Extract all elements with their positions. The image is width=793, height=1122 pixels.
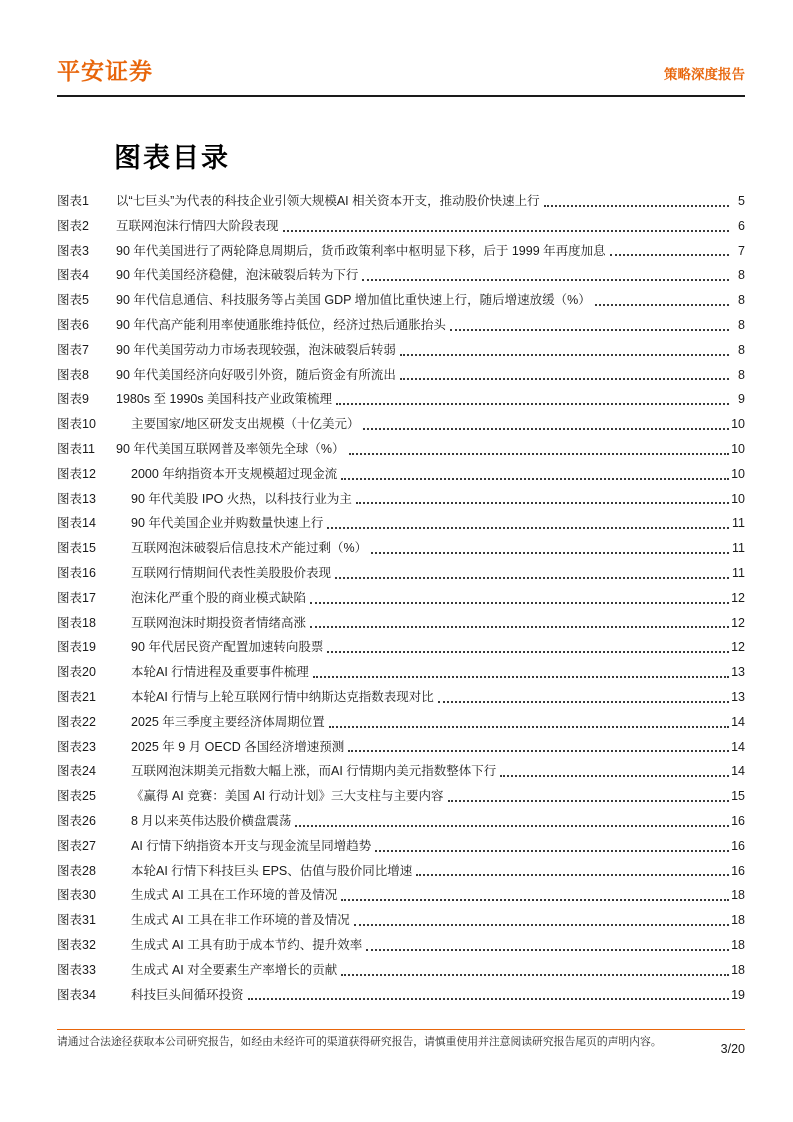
toc-entry-label: 图表1 [57,194,89,208]
toc-entry[interactable] [57,239,745,264]
dot-leader [371,834,731,859]
toc-entry-page: 15 [731,789,745,804]
toc-entry-page: 8 [738,317,745,332]
dot-leader [325,710,731,735]
toc-entry-page: 18 [731,937,745,952]
dot-leader [367,536,731,561]
toc-entry-label: 图表2 [57,218,89,233]
toc-entry[interactable] [57,834,745,859]
pingan-securities-logo: 平安证券 [57,58,153,84]
toc-entry-page: 10 [731,417,745,432]
toc-entry[interactable] [57,363,745,388]
toc-entry-page: 8 [738,342,745,357]
toc-entry-page: 6 [738,218,745,233]
toc-entry-text: 1980s 至 1990s 美国科技产业政策梳理 [116,392,333,407]
dot-leader [323,635,731,660]
dot-leader [434,685,731,710]
header-divider [57,95,745,97]
toc-entry-label: 图表33 [57,962,96,977]
dot-leader [306,586,731,611]
dot-leader [606,239,731,264]
toc-entry[interactable] [57,313,745,338]
toc-entry-text: 90 年代美国劳动力市场表现较强，泡沫破裂后转弱 [116,342,396,357]
toc-entry[interactable] [57,263,745,288]
toc-entry[interactable] [57,536,745,561]
toc-entry[interactable] [57,635,745,660]
toc-entry-label: 图表18 [57,615,96,630]
report-type-label: 策略深度报告 [664,67,745,82]
toc-entry-text: 2025 年三季度主要经济体周期位置 [131,714,325,729]
toc-entry-text: 生成式 AI 对全要素生产率增长的贡献 [131,962,338,977]
toc-entry[interactable] [57,288,745,313]
toc-entry-label: 图表27 [57,838,96,853]
dot-leader [396,338,731,363]
toc-entry-label: 图表19 [57,640,96,655]
toc-entry-text: 本轮AI 行情下科技巨头 EPS、估值与股价同比增速 [131,863,413,878]
toc-entry-label: 图表10 [57,417,96,432]
toc-entry-text: 90 年代美国企业并购数量快速上行 [131,516,324,531]
figure-table-of-contents [57,189,745,1007]
dot-leader [591,288,731,313]
toc-entry-page: 19 [731,987,745,1002]
toc-entry-text: 90 年代美国经济向好吸引外资，随后资金有所流出 [116,367,396,382]
toc-entry-text: 生成式 AI 工具有助于成本节约、提升效率 [131,937,363,952]
toc-entry-text: 2025 年 9 月 OECD 各国经济增速预测 [131,739,345,754]
toc-entry[interactable] [57,859,745,884]
toc-entry-label: 图表34 [57,987,96,1002]
toc-entry-page: 11 [732,541,745,556]
footer-disclaimer: 请通过合法途径获取本公司研究报告，如经由未经许可的渠道获得研究报告，请慎重使用并注意阅读研究报告尾页的声明内容。 [57,1036,662,1048]
dot-leader [306,611,731,636]
toc-entry-page: 10 [731,491,745,506]
toc-entry-label: 图表25 [57,789,96,804]
dot-leader [352,487,731,512]
dot-leader [396,363,731,388]
toc-entry-page: 18 [731,962,745,977]
toc-entry-text: 90 年代高产能利用率使通胀维持低位，经济过热后通胀抬头 [116,317,446,332]
toc-entry-text: AI 行情下纳指资本开支与现金流呈同增趋势 [131,838,372,853]
toc-entry-text: 互联网行情期间代表性美股股价表现 [131,565,332,580]
toc-entry-text: 科技巨头间循环投资 [131,987,244,1002]
toc-entry[interactable] [57,933,745,958]
dot-leader [244,983,731,1008]
toc-entry[interactable] [57,511,745,536]
page-footer [57,1029,745,1056]
toc-entry-page: 18 [731,888,745,903]
toc-entry-label: 图表22 [57,714,96,729]
toc-entry-label: 图表4 [57,268,89,283]
dot-leader [344,735,731,760]
toc-entry[interactable] [57,685,745,710]
dot-leader [332,387,731,412]
toc-entry[interactable] [57,214,745,239]
toc-entry-page: 10 [731,441,745,456]
toc-entry-page: 14 [731,739,745,754]
toc-entry[interactable] [57,983,745,1008]
toc-entry-label: 图表28 [57,863,96,878]
toc-entry[interactable] [57,462,745,487]
toc-entry-text: 互联网泡沫时期投资者情绪高涨 [131,615,307,630]
dot-leader [446,313,731,338]
toc-entry-page: 12 [731,615,745,630]
toc-entry[interactable] [57,561,745,586]
dot-leader [358,263,731,288]
toc-entry-page: 16 [731,863,745,878]
page-number: 3/20 [720,1042,745,1056]
dot-leader [323,511,731,536]
toc-entry-text: 90 年代美国进行了两轮降息周期后，货币政策利率中枢明显下移，后于 1999 年再度加息 [116,243,606,258]
toc-entry-text: 互联网泡沫行情四大阶段表现 [116,218,279,233]
dot-leader [337,883,731,908]
page-title: 图表目录 [114,143,230,173]
toc-entry-page: 7 [738,243,745,258]
page-header [57,58,745,97]
toc-entry[interactable] [57,487,745,512]
toc-entry-label: 图表17 [57,590,96,605]
toc-entry-label: 图表20 [57,665,96,680]
toc-entry-text: 90 年代居民资产配置加速转向股票 [131,640,324,655]
toc-entry-page: 8 [738,293,745,308]
toc-entry-text: 以“七巨头”为代表的科技企业引领大规模AI 相关资本开支，推动股价快速上行 [116,194,540,208]
toc-entry-page: 9 [738,392,745,407]
dot-leader [279,214,731,239]
toc-entry-page: 5 [738,194,745,208]
dot-leader [337,958,731,983]
dot-leader [309,660,731,685]
toc-entry-text: 《赢得 AI 竞赛：美国 AI 行动计划》三大支柱与主要内容 [131,789,444,804]
toc-entry-page: 14 [731,714,745,729]
toc-entry-text: 生成式 AI 工具在非工作环境的普及情况 [131,913,350,928]
toc-entry-label: 图表15 [57,541,96,556]
toc-entry[interactable] [57,883,745,908]
toc-entry-text: 泡沫化严重个股的商业模式缺陷 [131,590,307,605]
toc-entry-page: 13 [731,665,745,680]
toc-entry-label: 图表31 [57,913,96,928]
toc-entry-label: 图表23 [57,739,96,754]
toc-entry[interactable] [57,586,745,611]
toc-entry-text: 90 年代美国互联网普及率领先全球（%） [116,441,345,456]
toc-entry-label: 图表21 [57,689,96,704]
toc-entry[interactable] [57,189,745,214]
dot-leader [331,561,731,586]
dot-leader [345,437,732,462]
toc-entry-page: 8 [738,367,745,382]
toc-entry[interactable] [57,809,745,834]
toc-entry-text: 90 年代信息通信、科技服务等占美国 GDP 增加值比重快速上行，随后增速放缓（%） [116,293,591,308]
toc-entry[interactable] [57,660,745,685]
dot-leader [412,859,731,884]
toc-entry-page: 11 [732,516,745,531]
toc-entry-text: 本轮AI 行情进程及重要事件梳理 [131,665,309,680]
toc-entry-page: 14 [731,764,745,779]
toc-entry-page: 16 [731,838,745,853]
toc-entry[interactable] [57,387,745,412]
dot-leader [359,412,731,437]
toc-entry-page: 10 [731,466,745,481]
toc-entry-text: 90 年代美国经济稳健，泡沫破裂后转为下行 [116,268,359,283]
toc-entry[interactable] [57,611,745,636]
toc-entry-label: 图表30 [57,888,96,903]
toc-entry[interactable] [57,412,745,437]
dot-leader [540,189,731,214]
toc-entry[interactable] [57,710,745,735]
dot-leader [444,784,731,809]
toc-entry-label: 图表16 [57,565,96,580]
toc-entry-label: 图表11 [57,441,95,456]
toc-entry-page: 11 [732,565,745,580]
dot-leader [350,908,731,933]
toc-entry[interactable] [57,759,745,784]
dot-leader [496,759,731,784]
toc-entry-label: 图表26 [57,813,96,828]
toc-entry-text: 2000 年纳指资本开支规模超过现金流 [131,466,338,481]
toc-entry-label: 图表32 [57,937,96,952]
toc-entry[interactable] [57,908,745,933]
toc-entry-page: 12 [731,640,745,655]
toc-entry-label: 图表6 [57,317,89,332]
toc-entry-label: 图表9 [57,392,89,407]
toc-entry-label: 图表24 [57,764,96,779]
toc-entry-page: 16 [731,813,745,828]
toc-entry-label: 图表5 [57,293,89,308]
toc-entry[interactable] [57,338,745,363]
toc-entry[interactable] [57,437,745,462]
toc-entry-text: 主要国家/地区研发支出规模（十亿美元） [131,417,360,432]
toc-entry-label: 图表12 [57,466,96,481]
toc-entry-page: 18 [731,913,745,928]
toc-entry-page: 8 [738,268,745,283]
toc-entry-text: 8 月以来英伟达股价横盘震荡 [131,813,292,828]
dot-leader [291,809,731,834]
dot-leader [337,462,731,487]
toc-entry-label: 图表8 [57,367,89,382]
toc-entry-text: 互联网泡沫期美元指数大幅上涨，而AI 行情期内美元指数整体下行 [131,764,497,779]
toc-entry-label: 图表14 [57,516,96,531]
toc-entry-text: 90 年代美股 IPO 火热，以科技行业为主 [131,491,352,506]
toc-entry-page: 12 [731,590,745,605]
toc-entry-label: 图表7 [57,342,89,357]
toc-entry[interactable] [57,958,745,983]
toc-entry-label: 图表13 [57,491,96,506]
toc-entry[interactable] [57,784,745,809]
toc-entry-label: 图表3 [57,243,89,258]
toc-entry-text: 本轮AI 行情与上轮互联网行情中纳斯达克指数表现对比 [131,689,434,704]
toc-entry[interactable] [57,735,745,760]
toc-entry-text: 生成式 AI 工具在工作环境的普及情况 [131,888,338,903]
toc-entry-text: 互联网泡沫破裂后信息技术产能过剩（%） [131,541,368,556]
toc-entry-page: 13 [731,689,745,704]
dot-leader [362,933,731,958]
